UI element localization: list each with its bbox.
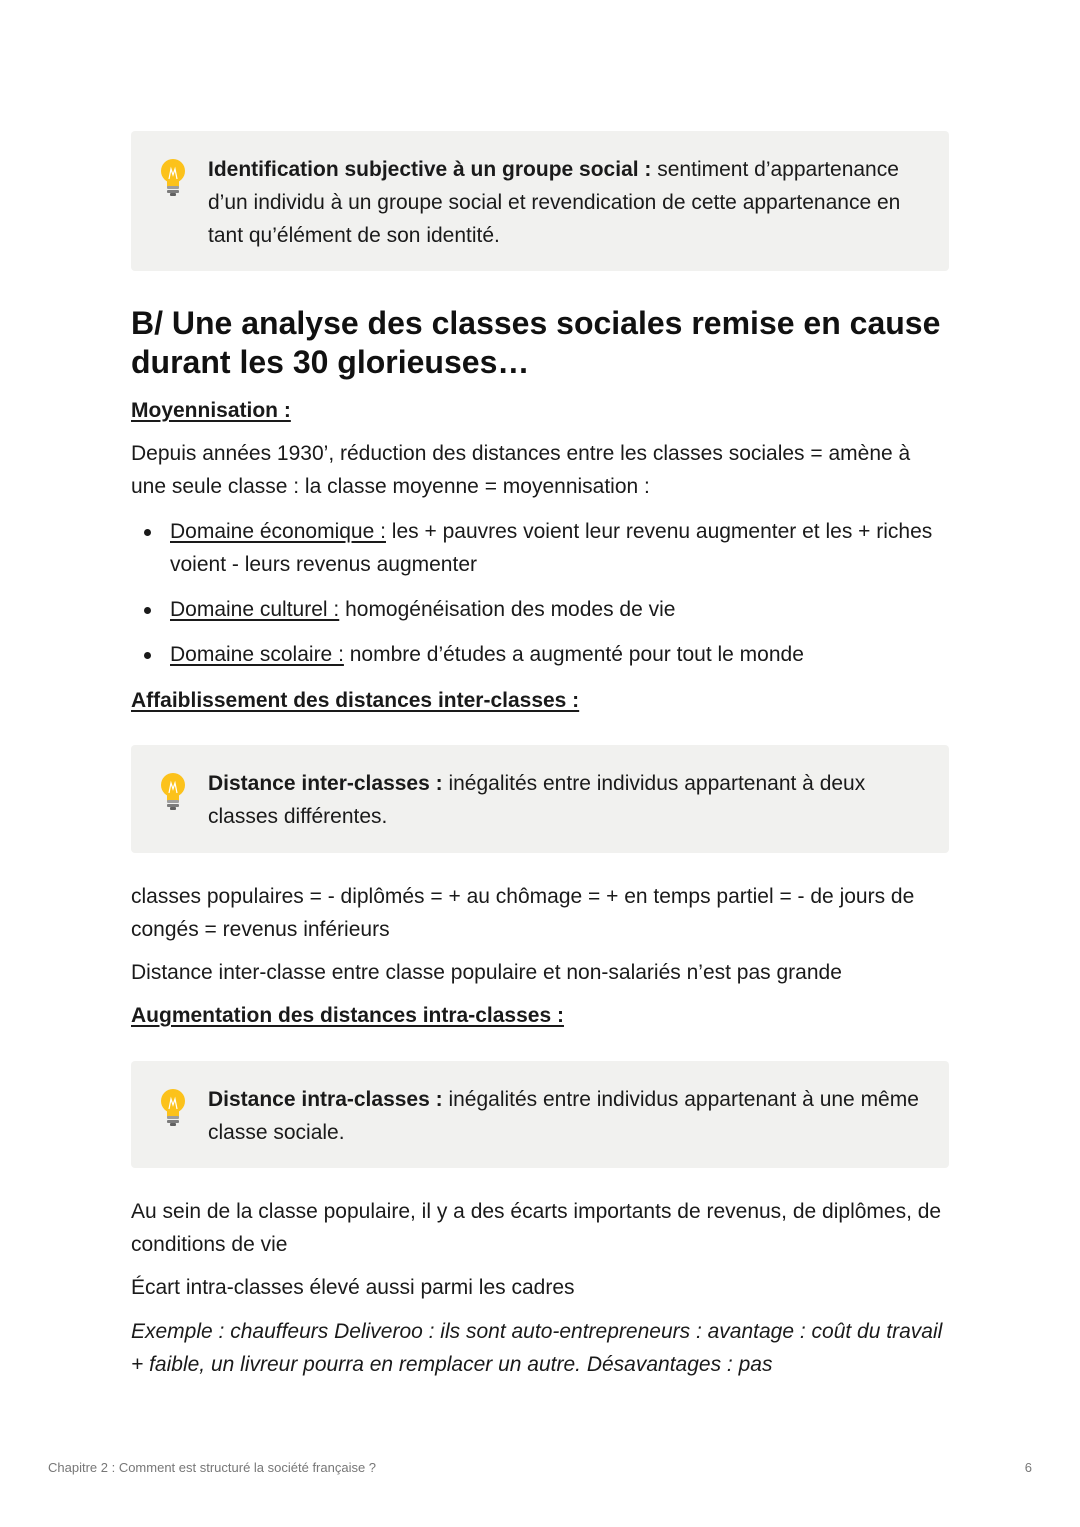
callout-term: Distance inter-classes :: [208, 772, 443, 795]
callout-text: inégalités entre individus appartenant à une même classe sociale.: [208, 1088, 919, 1144]
footer-page-number: 6: [1024, 1460, 1032, 1475]
bullet-dot: [144, 652, 151, 659]
list-item: [131, 515, 949, 581]
lightbulb-icon: [157, 1087, 189, 1127]
list-item-text: homogénéisation des modes de vie: [339, 598, 676, 621]
subheading-moyennisation: Moyennisation :: [131, 399, 291, 422]
inter-paragraph-2: Distance inter-classe entre classe populaire et non-salariés n’est pas grande: [131, 961, 842, 984]
bullet-dot: [144, 607, 151, 614]
list-item-term: Domaine culturel :: [170, 598, 340, 621]
footer-chapter-title: Chapitre 2 : Comment est structuré la société française ?: [48, 1460, 377, 1475]
inter-paragraph-1: classes populaires = - diplômés = + au chômage = + en temps partiel = - de jours de congés = revenus inférieurs: [131, 885, 915, 941]
callout-text: inégalités entre individus appartenant à deux classes différentes.: [208, 772, 866, 828]
subheading-intra-classes: Augmentation des distances intra-classes :: [131, 1004, 564, 1027]
list-item-term: Domaine économique :: [170, 520, 386, 543]
list-item-text: nombre d’études a augmenté pour tout le monde: [343, 643, 804, 666]
intra-paragraph-1: Au sein de la classe populaire, il y a des écarts importants de revenus, de diplômes, de conditions de vie: [131, 1200, 942, 1256]
lightbulb-icon: [157, 157, 189, 197]
moyennisation-list: [131, 515, 949, 671]
callout-text: sentiment d’appartenance d’un individu à un groupe social et revendication de cette appartenance en tant qu’élément de son identité.: [208, 158, 901, 247]
callout-term: Identification subjective à un groupe social :: [208, 158, 652, 181]
list-item: [131, 593, 949, 626]
intra-paragraph-2: Écart intra-classes élevé aussi parmi les cadres: [131, 1276, 575, 1299]
callout-term: Distance intra-classes :: [208, 1088, 443, 1111]
list-item-text: les + pauvres voient leur revenu augmenter et les + riches voient - leurs revenus augmenter: [170, 520, 933, 576]
page-footer: [48, 1460, 1032, 1475]
definition-callout-identification: [131, 131, 949, 271]
list-item: [131, 638, 949, 671]
moyennisation-intro: Depuis années 1930’, réduction des distances entre les classes sociales = amène à une seule classe : la classe moyenne = moyennisation :: [131, 442, 911, 498]
bullet-dot: [144, 529, 151, 536]
section-title: B/ Une analyse des classes sociales remise en cause durant les 30 glorieuses…: [131, 305, 941, 380]
definition-callout-intra-classes: [131, 1061, 949, 1168]
definition-callout-inter-classes: [131, 745, 949, 853]
subheading-inter-classes: Affaiblissement des distances inter-classes :: [131, 689, 580, 712]
intra-example: Exemple : chauffeurs Deliveroo : ils sont auto-entrepreneurs : avantage : coût du travail + faible, un livreur pourra en remplacer un autre. Désavantages : pas: [131, 1320, 943, 1376]
list-item-term: Domaine scolaire :: [170, 643, 344, 666]
lightbulb-icon: [157, 771, 189, 811]
